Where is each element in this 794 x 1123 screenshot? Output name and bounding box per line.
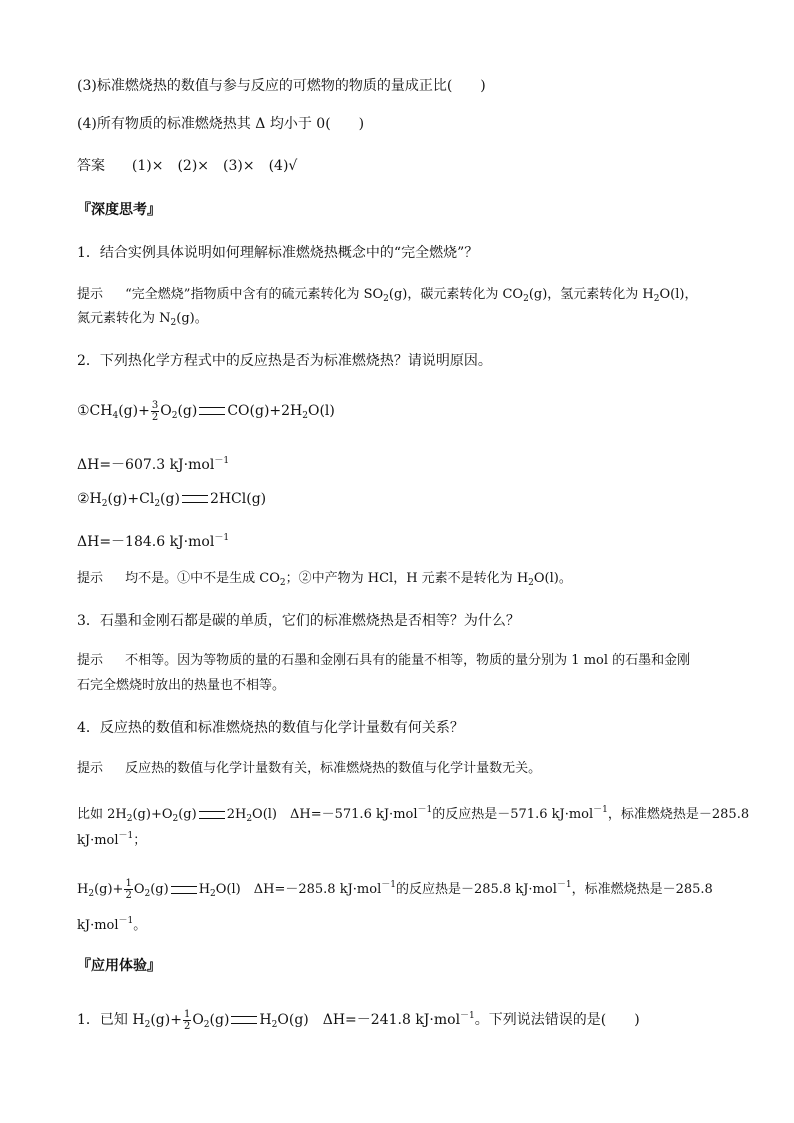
eq-text: O(l) [307, 403, 335, 419]
reaction-equals-sign [199, 811, 225, 819]
superscript: －1 [381, 880, 396, 890]
numerator: 3 [151, 399, 159, 411]
prompt-3-hint-line-2: 石完全燃烧时放出的热量也不相等。 [77, 678, 286, 693]
hint-text: 不相等。因为等物质的量的石墨和金刚石具有的能量不相等，物质的量分别为 1 mol 的石墨和金刚 [125, 653, 691, 668]
subscript: 2 [246, 814, 253, 824]
ex-text: ，标准燃烧热是－285.8 [607, 807, 750, 822]
eq-text: 2HCl(g) [209, 491, 267, 507]
example-2-line-1 [77, 872, 713, 907]
section-heading-deep-thinking [77, 200, 161, 220]
eq-text: ①CH [77, 403, 113, 419]
denominator: 2 [183, 1020, 191, 1032]
section-title: 深度思考 [91, 202, 147, 218]
subscript: 2 [144, 1020, 151, 1030]
reaction-equals-sign [182, 495, 208, 503]
denominator: 2 [151, 411, 159, 423]
ex-text: kJ·mol [77, 833, 119, 848]
equation-1 [77, 398, 335, 429]
q-text: (g)+ [150, 1012, 182, 1028]
q4-text-a: (4)所有物质的标准燃烧热其 Δ [77, 116, 266, 132]
ex-text: ，标准燃烧热是－285.8 [571, 882, 713, 897]
prompt-1-hint-line-2 [77, 309, 208, 333]
example-1-line-2 [77, 826, 146, 851]
eq-text: ②H [77, 491, 102, 507]
superscript: －1 [214, 533, 230, 543]
ex-text: 。 [133, 918, 147, 933]
ex-text: 2H [226, 807, 247, 822]
eq-text: (g)+ [118, 403, 150, 419]
hint-label: 提示 [77, 287, 104, 302]
hint-text: (g)，氢元素转化为 H [528, 287, 654, 302]
subscript: 2 [653, 294, 660, 304]
dh-text: ΔH=－184.6 kJ·mol [77, 534, 215, 550]
question-3: (3)标准燃烧热的数值与参与反应的可燃物的物质的量成正比( ) [77, 78, 486, 94]
answer-items: (1)× (2)× (3)× (4)√ [131, 158, 298, 174]
eq-text: O [160, 403, 172, 419]
answer-label: 答案 [77, 158, 105, 174]
eq-text: CO(g)+2H [227, 403, 303, 419]
superscript: －1 [556, 880, 572, 890]
subscript: 2 [523, 294, 529, 304]
delta-h-1 [77, 451, 229, 475]
subscript: 2 [170, 318, 177, 328]
q-text: H [259, 1012, 272, 1028]
bracket-right: 』 [147, 958, 161, 974]
q-text: O(g) ΔH=－241.8 kJ·mol [277, 1012, 461, 1028]
q-text: 。下列说法错误的是( ) [474, 1012, 640, 1028]
subscript: 2 [88, 889, 95, 899]
superscript: －1 [593, 805, 608, 815]
reaction-equals-sign [171, 886, 197, 894]
prompt-1-title: 1．结合实例具体说明如何理解标准燃烧热概念中的“完全燃烧”？ [77, 245, 479, 261]
question-4 [77, 114, 364, 134]
fraction-one-half [183, 1009, 191, 1032]
subscript: 2 [528, 578, 534, 588]
prompt-2-title: 2．下列热化学方程式中的反应热是否为标准燃烧热？请说明原因。 [77, 353, 492, 369]
ex-text: 的反应热是－285.8 kJ·mol [395, 882, 557, 897]
eq-text: (g) [160, 491, 180, 507]
hint-label: 提示 [77, 653, 104, 668]
bracket-right: 』 [147, 202, 161, 218]
ex-text: ； [133, 833, 147, 848]
numerator: 1 [183, 1008, 191, 1020]
ex-text: (g) [150, 882, 169, 897]
subscript: 2 [171, 411, 178, 421]
superscript: －1 [118, 831, 134, 841]
q4-text-b: 均小于 0( ) [265, 116, 365, 132]
superscript: －1 [460, 1011, 475, 1021]
reaction-equals-sign [199, 407, 225, 415]
subscript: 2 [302, 411, 308, 421]
prompt-3-hint-line-1 [77, 651, 690, 671]
superscript: －1 [417, 805, 433, 815]
answer-line [77, 156, 297, 176]
ex-text: O(l) ΔH=－571.6 kJ·mol [252, 807, 418, 822]
ex-text: O [133, 882, 145, 897]
ex-text: H [198, 882, 211, 897]
q-text: (g) [209, 1012, 230, 1028]
hint-text: “完全燃烧”指物质中含有的硫元素转化为 SO [125, 287, 384, 302]
subscript: 2 [172, 814, 179, 824]
hint-text: O(l)。 [533, 571, 572, 586]
ex-text: H [77, 882, 89, 897]
equation-2 [77, 489, 266, 514]
hint-label: 提示 [77, 761, 104, 776]
subscript: 2 [101, 499, 108, 509]
prompt-2-hint [77, 569, 572, 593]
hint-text: 均不是。①中不是生成 CO [125, 571, 280, 586]
subscript: 4 [112, 411, 119, 421]
fraction-one-half [124, 878, 132, 901]
hint-text: (g)。 [176, 311, 208, 326]
denominator: 2 [125, 890, 132, 901]
ex-text: 的反应热是－571.6 kJ·mol [432, 807, 594, 822]
reaction-equals-sign [231, 1016, 257, 1024]
section-heading-application [77, 956, 161, 976]
eq-text: (g)+Cl [107, 491, 155, 507]
subscript: 2 [203, 1020, 210, 1030]
numerator: 1 [125, 878, 132, 889]
example-1-line-1 [77, 800, 749, 829]
hint-text: O(l)， [659, 287, 698, 302]
subscript: 2 [271, 1020, 278, 1030]
delta-h-2 [77, 528, 229, 552]
bracket-left: 『 [77, 958, 91, 974]
ex-text: kJ·mol [77, 918, 119, 933]
eq-text: (g) [177, 403, 198, 419]
example-2-line-2 [77, 911, 146, 936]
superscript: －1 [118, 916, 134, 926]
subscript: 2 [383, 294, 389, 304]
ex-text: (g)+O [132, 807, 173, 822]
hint-text: 反应热的数值与化学计量数有关，标准燃烧热的数值与化学计量数无关。 [125, 761, 542, 776]
subscript: 2 [279, 578, 286, 588]
hint-text: 氮元素转化为 N [77, 311, 171, 326]
ex-text: (g) [178, 807, 197, 822]
hint-label: 提示 [77, 571, 104, 586]
ex-text: (g)+ [94, 882, 124, 897]
prompt-3-title: 3．石墨和金刚石都是碳的单质，它们的标准燃烧热是否相等？为什么？ [77, 613, 520, 629]
prompt-4-title: 4．反应热的数值和标准燃烧热的数值与化学计量数有何关系？ [77, 720, 464, 736]
q-text: O [192, 1012, 204, 1028]
fraction-three-halves [151, 400, 159, 423]
hint-text: (g)，碳元素转化为 CO [388, 287, 524, 302]
application-question-1 [77, 1003, 640, 1038]
section-title: 应用体验 [91, 958, 147, 974]
subscript: 2 [144, 889, 151, 899]
prompt-1-hint-line-1 [77, 285, 697, 309]
dh-text: ΔH=－607.3 kJ·mol [77, 457, 215, 473]
subscript: 2 [126, 814, 133, 824]
ex-text: 比如 2H [77, 807, 127, 822]
bracket-left: 『 [77, 202, 91, 218]
ex-text: O(l) ΔH=－285.8 kJ·mol [215, 882, 382, 897]
hint-text: ；②中产物为 HCl，H 元素不是转化为 H [285, 571, 529, 586]
subscript: 2 [154, 499, 161, 509]
prompt-4-hint [77, 759, 541, 779]
superscript: －1 [214, 456, 230, 466]
subscript: 2 [210, 889, 216, 899]
q-text: 1．已知 H [77, 1012, 145, 1028]
